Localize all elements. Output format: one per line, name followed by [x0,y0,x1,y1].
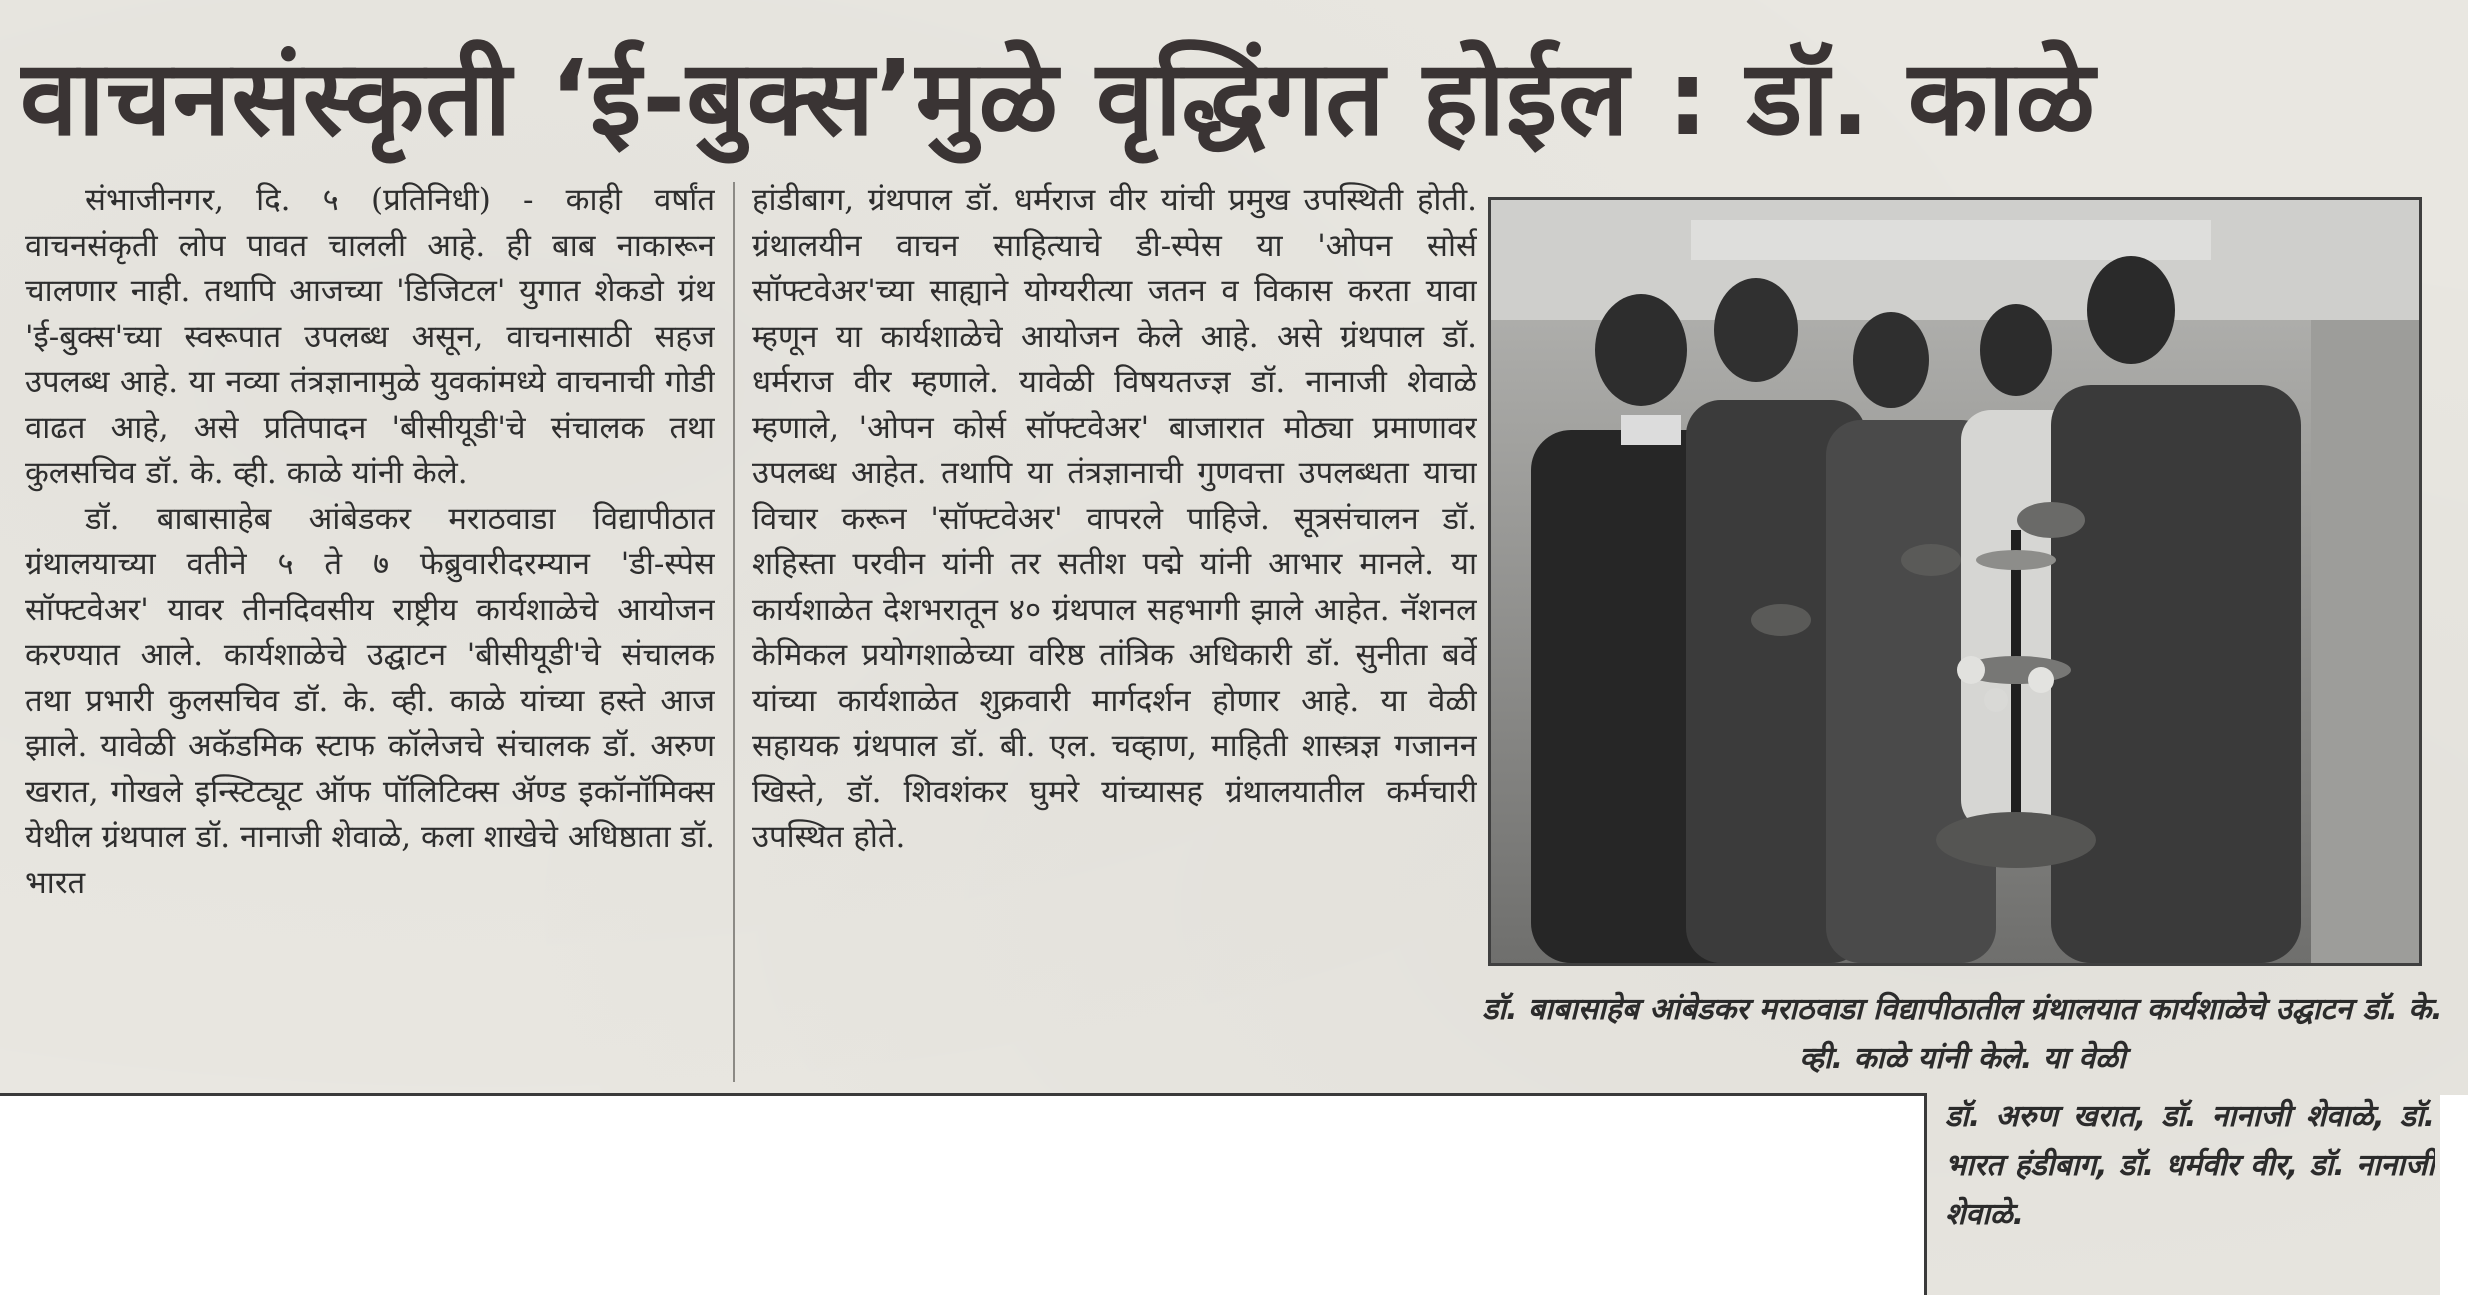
column-divider [733,182,735,1082]
column-2-paragraph-1: हांडीबाग, ग्रंथपाल डॉ. धर्मराज वीर यांची प्रमुख उपस्थिती होती. ग्रंथालयीन वाचन साहित्याचे डी-स्पेस या 'ओपन सोर्स सॉफ्टवेअर'च्या साह्याने योग्यरीत्या जतन व विकास करता यावा म्हणून या कार्यशाळेचे आयोजन केले आहे. असे ग्रंथपाल डॉ. धर्मराज वीर म्हणाले. यावेळी विषयतज्ज्ञ डॉ. नानाजी शेवाळे म्हणाले, 'ओपन कोर्स सॉफ्टवेअर' बाजारात मोठ्या प्रमाणावर उपलब्ध आहेत. तथापि या तंत्रज्ञानाची गुणवत्ता उपलब्धता याचा विचार करून 'सॉफ्टवेअर' वापरले पाहिजे. सूत्रसंचालन डॉ. शहिस्ता परवीन यांनी तर सतीश पद्मे यांनी आभार मानले. या कार्यशाळेत देशभरातून ४० ग्रंथपाल सहभागी झाले आहेत. नॅशनल केमिकल प्रयोगशाळेच्या वरिष्ठ तांत्रिक अधिकारी डॉ. सुनीता बर्वे यांच्या कार्यशाळेत शुक्रवारी मार्गदर्शन होणार आहे. या वेळी सहायक ग्रंथपाल डॉ. बी. एल. चव्हाण, माहिती शास्त्रज्ञ गजानन खिस्ते, डॉ. शिवशंकर घुमरे यांच्यासह ग्रंथालयातील कर्मचारी उपस्थित होते. [752,182,1477,855]
clipping-cut-edge-vertical [1924,1093,1927,1295]
article-column-2 [752,178,1477,1088]
article-headline: वाचनसंस्कृती ‘ई-बुक्स’मुळे वृद्धिंगत होईल : डॉ. काळे [20,37,2096,159]
photo-caption-continued: डॉ. अरुण खरात, डॉ. नानाजी शेवाळे, डॉ. भारत हंडीबाग, डॉ. धर्मवीर वीर, डॉ. नानाजी शेवाळे. [1945,1099,2435,1232]
column-1-paragraph-1: संभाजीनगर, दि. ५ (प्रतिनिधी) - काही वर्षांत वाचनसंकृती लोप पावत चालली आहे. ही बाब नाकारून चालणार नाही. तथापि आजच्या 'डिजिटल' युगात शेकडो ग्रंथ 'ई-बुक्स'च्या स्वरूपात उपलब्ध असून, वाचनासाठी सहज उपलब्ध आहे. या नव्या तंत्रज्ञानामुळे युवकांमध्ये वाचनाची गोडी वाढत आहे, असे प्रतिपादन 'बीसीयूडी'चे संचालक तथा कुलसचिव डॉ. के. व्ही. काळे यांनी केले. [25,182,715,491]
outside-clipping-edge [2440,1095,2468,1295]
article-column-1 [25,178,715,1088]
outside-clipping-area [0,1095,1925,1295]
clipping-cut-edge-horizontal [0,1093,1927,1096]
inauguration-photo [1488,197,2422,966]
column-1-paragraph-2: डॉ. बाबासाहेब आंबेडकर मराठवाडा विद्यापीठात ग्रंथालयाच्या वतीने ५ ते ७ फेब्रुवारीदरम्यान 'डी-स्पेस सॉफ्टवेअर' यावर तीनदिवसीय राष्ट्रीय कार्यशाळेचे आयोजन करण्यात आले. कार्यशाळेचे उद्घाटन 'बीसीयूडी'चे संचालक तथा प्रभारी कुलसचिव डॉ. के. व्ही. काळे यांच्या हस्ते आज झाले. यावेळी अकॅडमिक स्टाफ कॉलेजचे संचालक डॉ. अरुण खरात, गोखले इन्स्टिट्यूट ऑफ पॉलिटिक्स ॲण्ड इकॉनॉमिक्स येथील ग्रंथपाल डॉ. नानाजी शेवाळे, कला शाखेचे अधिष्ठाता डॉ. भारत [25,500,715,901]
photo-caption: डॉ. बाबासाहेब आंबेडकर मराठवाडा विद्यापीठातील ग्रंथालयात कार्यशाळेचे उद्घाटन डॉ. के. व्ही. काळे यांनी केले. या वेळी [1482,992,2443,1076]
